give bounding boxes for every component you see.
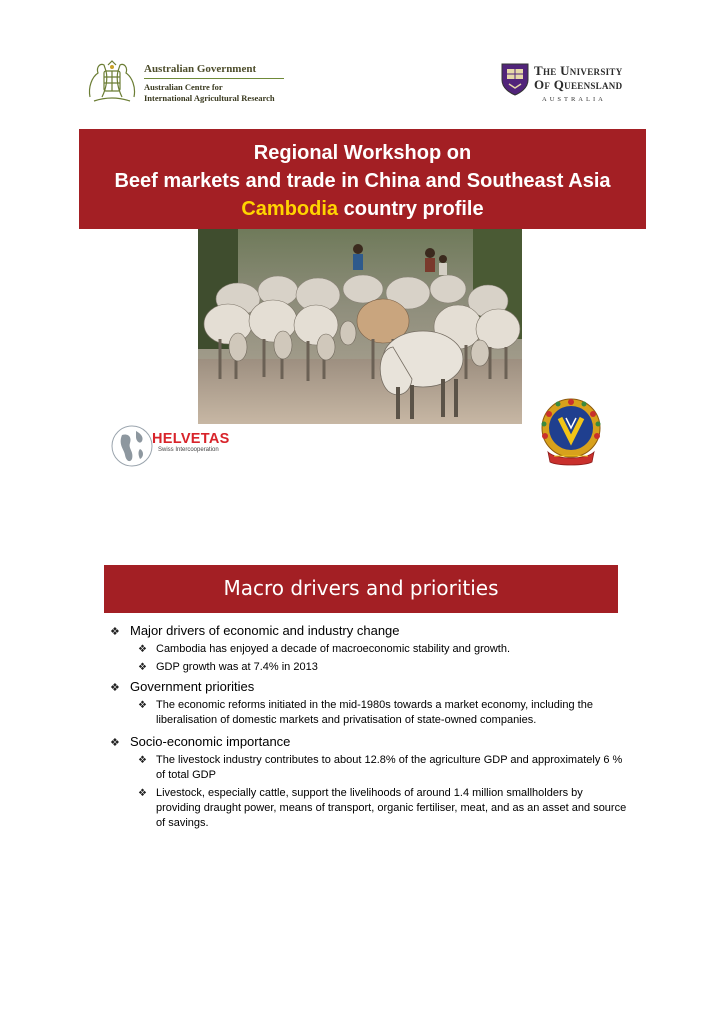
section-title: Macro drivers and priorities (223, 576, 499, 600)
diamond-bullet-icon: ❖ (138, 755, 147, 766)
diamond-bullet-icon: ❖ (110, 682, 120, 694)
sub-item-text: Livestock, especially cattle, support the livelihoods of around 1.4 million smallholders by providing draught power, means of transport, organic fertiliser, meat, and as an asset and source of savings. (156, 787, 627, 829)
cattle-photo-illustration (198, 229, 522, 424)
diamond-bullet-icon: ❖ (138, 700, 147, 711)
uq-line2: Of Queensland (534, 77, 623, 92)
cambodia-emblem (536, 396, 606, 468)
list-item-label: Socio-economic importance (130, 734, 291, 749)
sub-item-text: The livestock industry contributes to about 12.8% of the agriculture GDP and approximately 6 % of total GDP (156, 754, 623, 781)
uq-line1: The University (534, 63, 623, 78)
aus-gov-name: Australian Government (144, 63, 284, 79)
list-item-label: Government priorities (130, 679, 255, 694)
helvetas-name: HELVETAS (152, 431, 230, 447)
diamond-bullet-icon: ❖ (110, 626, 120, 638)
globe-icon (110, 423, 154, 469)
list-item (108, 679, 628, 695)
aciar-line2: International Agricultural Research (144, 93, 275, 103)
aciar-logo (84, 57, 294, 109)
diamond-bullet-icon: ❖ (138, 788, 147, 799)
title-line2: Beef markets and trade in China and Southeast Asia (114, 170, 611, 192)
sub-list-item (108, 660, 628, 675)
helvetas-logo (110, 423, 260, 469)
aciar-line1: Australian Centre for (144, 82, 223, 92)
sub-list-item (108, 642, 628, 657)
sub-item-text: The economic reforms initiated in the mid-1980s towards a market economy, including the liberalisation of domestic markets and privatisation of state-owned companies. (156, 699, 593, 726)
title-line3 (79, 197, 646, 221)
uq-country: AUSTRALIA (542, 96, 606, 103)
sub-list-item (108, 753, 628, 783)
bullet-list (108, 622, 628, 831)
title-line1: Regional Workshop on (253, 142, 472, 164)
aciar-text (144, 63, 284, 104)
country-name: Cambodia (241, 198, 339, 220)
title-banner (79, 129, 646, 229)
diamond-bullet-icon: ❖ (138, 644, 147, 655)
list-item-label: Major drivers of economic and industry change (130, 623, 400, 638)
title-line3-rest: country profile (338, 198, 484, 220)
helvetas-sub: Swiss Intercooperation (158, 447, 219, 453)
coat-of-arms-icon (84, 57, 140, 105)
sub-item-text: GDP growth was at 7.4% in 2013 (156, 661, 318, 673)
sub-item-text: Cambodia has enjoyed a decade of macroeconomic stability and growth. (156, 643, 511, 655)
diamond-bullet-icon: ❖ (110, 737, 120, 749)
sub-list-item (108, 786, 628, 831)
cambodia-emblem-icon (536, 396, 606, 468)
list-item (108, 623, 628, 639)
cattle-herd-photo (198, 229, 522, 424)
sub-list-item (108, 698, 628, 728)
uq-name (534, 64, 623, 92)
section-banner (104, 565, 618, 613)
university-shield-icon (500, 62, 530, 96)
list-item (108, 734, 628, 750)
uq-logo (500, 60, 640, 110)
diamond-bullet-icon: ❖ (138, 662, 147, 673)
